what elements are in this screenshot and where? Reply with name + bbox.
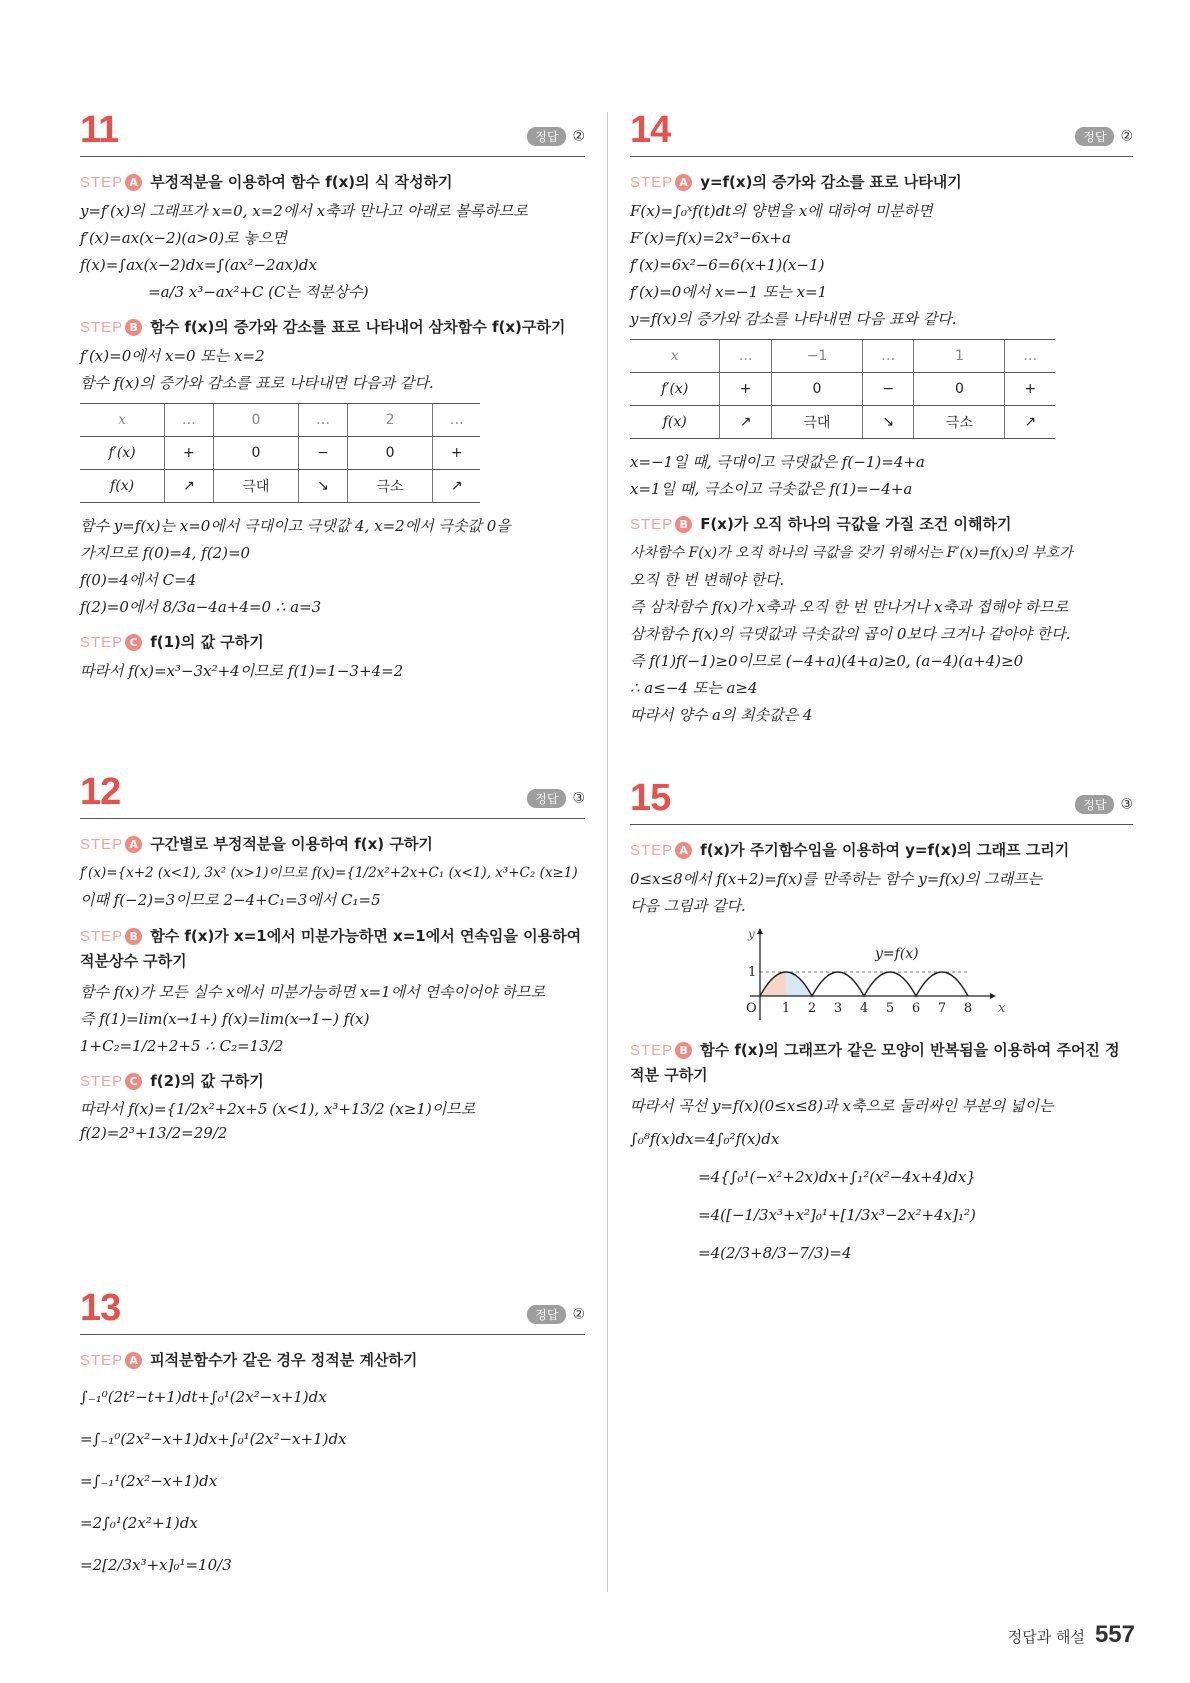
table-cell: f′(x) (630, 373, 720, 406)
table-cell: 극소 (914, 406, 1005, 439)
step-word: STEP (80, 634, 124, 651)
solution-line: 따라서 곡선 y=f(x)(0≤x≤8)과 x축으로 둘러싸인 부분의 넓이는 (630, 1097, 1054, 1115)
table-row (80, 437, 480, 470)
increase-decrease-table (630, 339, 1055, 439)
step-word: STEP (630, 842, 674, 859)
step-word: STEP (80, 1073, 124, 1090)
step-title: 함수 f(x)의 증가와 감소를 표로 나타내어 삼차함수 f(x)구하기 (150, 318, 566, 336)
x-axis-arrow-icon (990, 993, 996, 999)
table-cell: … (433, 404, 480, 437)
step-title: 함수 f(x)가 x=1에서 미분가능하면 x=1에서 연속임을 이용하여 적분상수 구하기 (80, 927, 582, 970)
solution-line: f(0)=4에서 C=4 (80, 571, 197, 589)
answer-mark (527, 789, 585, 808)
table-cell: ↗ (720, 406, 771, 439)
step-letter: B (125, 928, 142, 945)
step-title: F(x)가 오직 하나의 극값을 가질 조건 이해하기 (700, 515, 1012, 533)
step-letter: B (675, 1042, 692, 1059)
solution-line: ∫₋₁⁰(2t²−t+1)dt+∫₀¹(2x²−x+1)dx (80, 1388, 327, 1406)
table-cell: − (299, 437, 347, 470)
answer-value: ② (572, 1306, 585, 1323)
step-title: f(2)의 값 구하기 (150, 1072, 264, 1090)
x-tick: 7 (937, 1001, 947, 1016)
problem-15-header (630, 778, 1133, 825)
table-cell: − (862, 373, 913, 406)
answer-value: ② (1120, 128, 1133, 145)
answer-mark (1075, 127, 1133, 146)
answer-badge: 정답 (1075, 795, 1114, 814)
step-letter: B (125, 319, 142, 336)
table-cell: 1 (914, 340, 1005, 373)
problem-12-header (80, 772, 585, 819)
graph-svg (740, 924, 1010, 1024)
step-letter: C (125, 634, 142, 651)
problem-13 (80, 1288, 585, 1586)
solution-line: 가지므로 f(0)=4, f(2)=0 (80, 544, 251, 562)
shaded-region-1-2 (786, 972, 812, 996)
table-cell: 2 (347, 404, 433, 437)
solution-line: 함수 f(x)가 모든 실수 x에서 미분가능하면 x=1에서 연속이어야 하므로 (80, 983, 546, 1001)
problem-14-header (630, 110, 1133, 157)
step-letter: A (675, 174, 692, 191)
step-c-heading (80, 631, 585, 652)
table-cell: f(x) (80, 470, 165, 503)
footer-label: 정답과 해설 (1007, 1628, 1085, 1646)
origin-label: O (746, 1001, 757, 1016)
solution-line: =∫₋₁¹(2x²−x+1)dx (80, 1472, 218, 1490)
x-tick-labels (782, 1001, 972, 1016)
table-cell: … (862, 340, 913, 373)
solution-line: =∫₋₁⁰(2x²−x+1)dx+∫₀¹(2x²−x+1)dx (80, 1430, 347, 1448)
solution-line: 함수 y=f(x)는 x=0에서 극대이고 극댓값 4, x=2에서 극솟값 0을 (80, 517, 511, 535)
solution-line: f′(x)=0에서 x=−1 또는 x=1 (630, 283, 828, 301)
step-b-heading (80, 924, 585, 973)
solution-line: F(x)=∫₀ˣf(t)dt의 양변을 x에 대하여 미분하면 (630, 202, 933, 220)
solution-line: 함수 f(x)의 증가와 감소를 표로 나타내면 다음과 같다. (80, 374, 434, 392)
step-word: STEP (630, 1042, 674, 1059)
table-cell: 0 (771, 373, 862, 406)
table-cell: ↗ (165, 470, 213, 503)
step-title: 부정적분을 이용하여 함수 f(x)의 식 작성하기 (150, 173, 453, 191)
solution-line: F′(x)=f(x)=2x³−6x+a (630, 229, 791, 247)
solution-line: f(2)=0에서 8/3a−4a+4=0 ∴ a=3 (80, 598, 322, 616)
table-cell: ↗ (1005, 406, 1055, 439)
solution-line: y=f(x)의 증가와 감소를 나타내면 다음 표와 같다. (630, 310, 957, 328)
step-letter: C (125, 1073, 142, 1090)
table-cell: x (80, 404, 165, 437)
x-tick: 5 (885, 1001, 895, 1016)
page-footer (1008, 1621, 1135, 1649)
table-cell: 0 (213, 404, 299, 437)
x-tick: 2 (807, 1001, 817, 1016)
problem-number: 13 (80, 1287, 121, 1329)
table-cell: f(x) (630, 406, 720, 439)
y-axis-label: y (748, 927, 755, 941)
answer-value: ② (572, 128, 585, 145)
problem-14 (630, 110, 1133, 729)
table-row (630, 340, 1055, 373)
answer-mark (1075, 795, 1133, 814)
x-tick: 6 (911, 1001, 921, 1016)
answer-mark (527, 127, 585, 146)
y-axis-arrow-icon (757, 928, 763, 934)
step-a-heading (80, 171, 585, 192)
x-tick: 4 (859, 1001, 869, 1016)
answer-value: ③ (1120, 796, 1133, 813)
table-cell: … (165, 404, 213, 437)
table-cell: x (630, 340, 720, 373)
solution-line: 즉 삼차함수 f(x)가 x축과 오직 한 번 만나거나 x축과 접해야 하므로 (630, 598, 1069, 616)
x-axis-label: x (998, 1001, 1006, 1016)
table-row (80, 470, 480, 503)
table-cell: ↗ (433, 470, 480, 503)
table-cell: + (720, 373, 771, 406)
step-b-heading (630, 513, 1133, 534)
solution-line: f′(x)=6x²−6=6(x+1)(x−1) (630, 256, 825, 274)
table-cell: ↘ (862, 406, 913, 439)
table-cell: 극대 (771, 406, 862, 439)
answer-mark (527, 1305, 585, 1324)
periodic-function-graph (740, 924, 1133, 1028)
step-b-heading (80, 316, 585, 337)
step-a-heading (80, 1349, 585, 1370)
solution-line: =2∫₀¹(2x²+1)dx (80, 1514, 198, 1532)
step-a-heading (80, 833, 585, 854)
table-row (630, 373, 1055, 406)
solution-line: 사차함수 F(x)가 오직 하나의 극값을 갖기 위해서는 F′(x)=f(x)의 부호가 (630, 545, 1073, 561)
table-cell: 0 (213, 437, 299, 470)
step-letter: A (125, 174, 142, 191)
solution-line: 즉 f(1)f(−1)≥0이므로 (−4+a)(4+a)≥0, (a−4)(a+4)≥0 (630, 652, 1024, 670)
step-title: 피적분함수가 같은 경우 정적분 계산하기 (150, 1351, 418, 1369)
solution-line: f′(x)=ax(x−2)(a>0)로 놓으면 (80, 229, 287, 247)
answer-badge: 정답 (527, 1305, 566, 1324)
y-tick-1: 1 (748, 965, 757, 980)
answer-badge: 정답 (527, 127, 566, 146)
solution-line: =a/3 x³−ax²+C (C는 적분상수) (148, 283, 369, 301)
table-cell: + (433, 437, 480, 470)
column-divider (607, 112, 608, 1592)
solution-line: f′(x)=0에서 x=0 또는 x=2 (80, 347, 265, 365)
solution-line: 이때 f(−2)=3이므로 2−4+C₁=3에서 C₁=5 (80, 891, 381, 909)
solution-line: 따라서 f(x)={1/2x²+2x+5 (x<1), x³+13/2 (x≥1)이므로 f(2)=2³+13/2=29/2 (80, 1100, 476, 1142)
problem-number: 12 (80, 771, 121, 813)
problem-12 (80, 772, 585, 1145)
problem-11 (80, 110, 585, 685)
problem-number: 11 (80, 109, 119, 151)
step-c-heading (80, 1070, 585, 1091)
solution-line: f(x)=∫ax(x−2)dx=∫(ax²−2ax)dx (80, 256, 317, 274)
step-a-heading (630, 171, 1133, 192)
table-cell: … (1005, 340, 1055, 373)
step-word: STEP (80, 928, 124, 945)
page-number: 557 (1094, 1621, 1135, 1648)
step-letter: B (675, 516, 692, 533)
step-word: STEP (80, 1352, 124, 1369)
step-word: STEP (630, 516, 674, 533)
answer-badge: 정답 (1075, 127, 1114, 146)
increase-decrease-table (80, 403, 480, 503)
table-cell: + (1005, 373, 1055, 406)
solution-line: 다음 그림과 같다. (630, 897, 746, 915)
solution-line: =4(2/3+8/3−7/3)=4 (698, 1244, 852, 1262)
solution-line: 즉 f(1)=lim(x→1+) f(x)=lim(x→1−) f(x) (80, 1010, 370, 1028)
curve-label: y=f(x) (875, 946, 919, 962)
solution-line: 1+C₂=1/2+2+5 ∴ C₂=13/2 (80, 1037, 284, 1055)
step-letter: A (125, 836, 142, 853)
solution-line: x=−1일 때, 극대이고 극댓값은 f(−1)=4+a (630, 453, 925, 471)
table-cell: … (720, 340, 771, 373)
solution-line: x=1일 때, 극소이고 극솟값은 f(1)=−4+a (630, 480, 913, 498)
table-cell: + (165, 437, 213, 470)
table-cell: ↘ (299, 470, 347, 503)
solution-line: y=f′(x)의 그래프가 x=0, x=2에서 x축과 만나고 아래로 볼록하므로 (80, 202, 528, 220)
shaded-region-0-1 (760, 972, 786, 996)
table-cell: … (299, 404, 347, 437)
step-word: STEP (80, 319, 124, 336)
x-tick: 1 (781, 1001, 791, 1016)
answer-badge: 정답 (527, 789, 566, 808)
table-row (80, 404, 480, 437)
solution-line: 삼차함수 f(x)의 극댓값과 극솟값의 곱이 0보다 크거나 같아야 한다. (630, 625, 1071, 643)
table-cell: 0 (914, 373, 1005, 406)
problem-13-header (80, 1288, 585, 1335)
solution-line: =4([−1/3x³+x²]₀¹+[1/3x³−2x²+4x]₁²) (698, 1206, 976, 1224)
table-row (630, 406, 1055, 439)
x-tick: 3 (833, 1001, 843, 1016)
problem-11-header (80, 110, 585, 157)
solution-line: 오직 한 번 변해야 한다. (630, 571, 785, 589)
table-cell: 극소 (347, 470, 433, 503)
x-tick: 8 (963, 1001, 973, 1016)
problem-number: 14 (630, 109, 671, 151)
problem-15 (630, 778, 1133, 1272)
step-a-heading (630, 839, 1133, 860)
step-b-heading (630, 1038, 1133, 1087)
problem-number: 15 (630, 777, 671, 819)
answer-value: ③ (572, 790, 585, 807)
step-title: y=f(x)의 증가와 감소를 표로 나타내기 (700, 173, 962, 191)
step-title: f(x)가 주기함수임을 이용하여 y=f(x)의 그래프 그리기 (700, 841, 1070, 859)
step-word: STEP (80, 174, 124, 191)
solution-line: ∴ a≤−4 또는 a≥4 (630, 679, 758, 697)
step-letter: A (125, 1352, 142, 1369)
solution-line: f′(x)={x+2 (x<1), 3x² (x>1)이므로 f(x)={1/2x²+2x+C₁ (x<1), x³+C₂ (x≥1) (80, 865, 578, 881)
step-title: 구간별로 부정적분을 이용하여 f(x) 구하기 (150, 835, 433, 853)
solution-line: 따라서 f(x)=x³−3x²+4이므로 f(1)=1−3+4=2 (80, 662, 404, 680)
table-cell: f′(x) (80, 437, 165, 470)
step-title: f(1)의 값 구하기 (150, 633, 264, 651)
solution-line: ∫₀⁸f(x)dx=4∫₀²f(x)dx (630, 1130, 780, 1148)
step-letter: A (675, 842, 692, 859)
solution-line: =4{∫₀¹(−x²+2x)dx+∫₁²(x²−4x+4)dx} (698, 1168, 976, 1186)
solution-line: =2[2/3x³+x]₀¹=10/3 (80, 1556, 232, 1574)
table-cell: −1 (771, 340, 862, 373)
solution-line: 0≤x≤8에서 f(x+2)=f(x)를 만족하는 함수 y=f(x)의 그래프는 (630, 870, 1043, 888)
solution-line: 따라서 양수 a의 최솟값은 4 (630, 706, 813, 724)
step-word: STEP (80, 836, 124, 853)
step-word: STEP (630, 174, 674, 191)
table-cell: 극대 (213, 470, 299, 503)
step-title: 함수 f(x)의 그래프가 같은 모양이 반복됨을 이용하여 주어진 정적분 구하기 (630, 1041, 1120, 1084)
table-cell: 0 (347, 437, 433, 470)
